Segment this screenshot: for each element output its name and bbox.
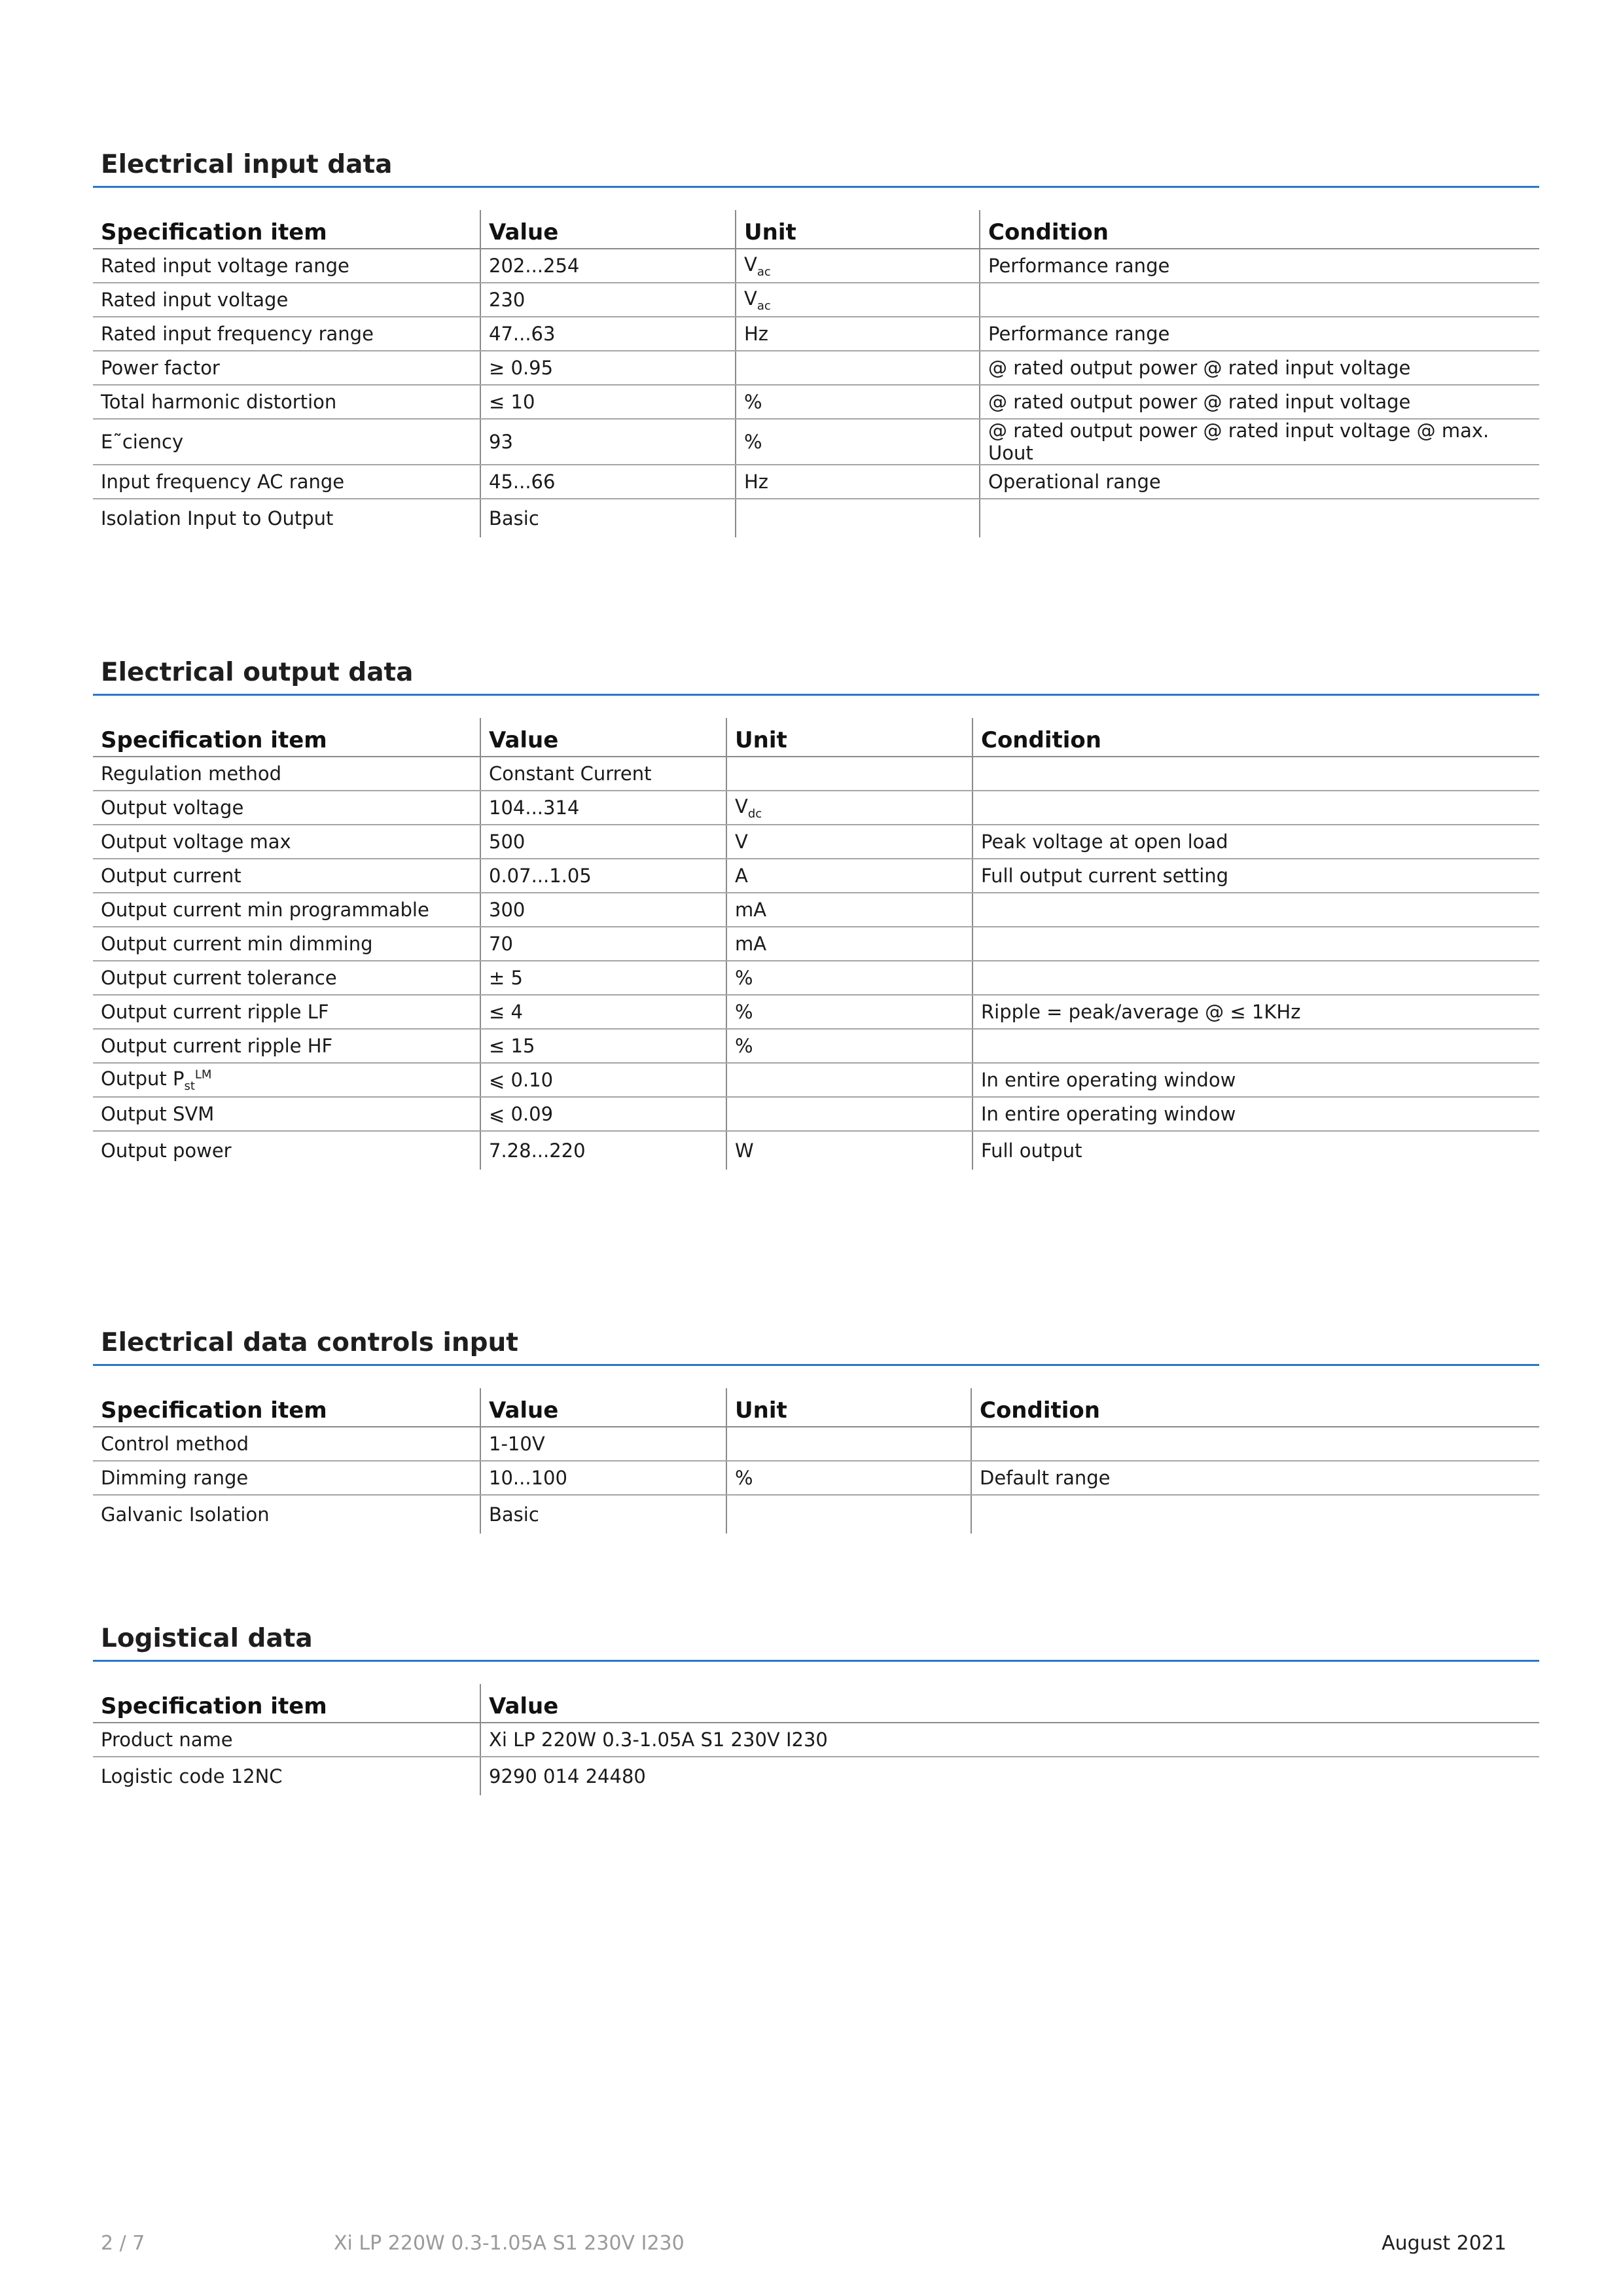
column-header: Condition xyxy=(980,210,1539,249)
cell-condition: @ rated output power @ rated input voltage @ max. Uout xyxy=(980,419,1539,465)
table-row xyxy=(93,927,1539,961)
cell-unit: % xyxy=(726,995,972,1029)
cell-condition: Full output xyxy=(972,1131,1539,1170)
cell-value: 10...100 xyxy=(480,1461,726,1495)
section-electrical-input xyxy=(93,147,1539,537)
cell-item: E˜ciency xyxy=(93,419,480,465)
cell-condition: Full output current setting xyxy=(972,859,1539,893)
cell-item: Input frequency AC range xyxy=(93,465,480,499)
table-row xyxy=(93,995,1539,1029)
cell-unit: A xyxy=(726,859,972,893)
cell-unit: $V_{dc}$ xyxy=(726,791,972,825)
column-header: Value xyxy=(480,210,736,249)
cell-condition xyxy=(971,1427,1539,1461)
cell-value: ± 5 xyxy=(480,961,726,995)
column-header: Unit xyxy=(726,718,972,757)
cell-condition xyxy=(971,1495,1539,1534)
table-row xyxy=(93,1757,1539,1795)
section-title: Logistical data xyxy=(101,1624,313,1653)
cell-condition: Performance range xyxy=(980,317,1539,351)
cell-item: Rated input frequency range xyxy=(93,317,480,351)
cell-unit xyxy=(726,757,972,791)
cell-value: ⩽ 0.09 xyxy=(480,1097,726,1131)
cell-item: Output power xyxy=(101,1139,232,1162)
cell-item: Output current ripple HF xyxy=(93,1029,480,1063)
spec-table-input xyxy=(93,210,1539,537)
table-row xyxy=(93,499,1539,537)
cell-item: Output SVM xyxy=(93,1097,480,1131)
cell-condition xyxy=(972,961,1539,995)
column-header: Unit xyxy=(726,1388,971,1427)
table-row xyxy=(93,249,1539,283)
cell-value: 500 xyxy=(480,825,726,859)
table-row xyxy=(93,385,1539,419)
cell-unit: $V_{ac}$ xyxy=(736,249,980,283)
table-row xyxy=(93,1097,1539,1131)
column-header: Specification item xyxy=(93,718,480,757)
cell-value: 70 xyxy=(480,927,726,961)
cell-condition: In entire operating window xyxy=(972,1063,1539,1097)
cell-item: Output voltage max xyxy=(93,825,480,859)
cell-unit xyxy=(736,351,980,385)
cell-item: Output current ripple LF xyxy=(93,995,480,1029)
cell-item: Galvanic Isolation xyxy=(101,1503,270,1526)
cell-value: 1-10V xyxy=(480,1427,726,1461)
spec-table-output xyxy=(93,718,1539,1170)
cell-value: ≤ 4 xyxy=(480,995,726,1029)
cell-value: 45...66 xyxy=(480,465,736,499)
cell-condition xyxy=(972,927,1539,961)
cell-value: Basic xyxy=(480,499,736,537)
table-row xyxy=(93,1723,1539,1757)
table-row xyxy=(93,961,1539,995)
table-row xyxy=(93,859,1539,893)
cell-value: Constant Current xyxy=(480,757,726,791)
cell-condition xyxy=(972,791,1539,825)
table-row xyxy=(93,465,1539,499)
cell-condition: Ripple = peak/average @ ≤ 1KHz xyxy=(972,995,1539,1029)
cell-value: 9290 014 24480 xyxy=(480,1757,1539,1795)
cell-condition: @ rated output power @ rated input voltage xyxy=(980,351,1539,385)
cell-condition: Default range xyxy=(971,1461,1539,1495)
cell-unit: % xyxy=(736,419,980,465)
cell-item: Output voltage xyxy=(93,791,480,825)
section-divider xyxy=(93,1660,1539,1662)
table-row xyxy=(93,825,1539,859)
cell-value: 93 xyxy=(480,419,736,465)
cell-condition xyxy=(972,893,1539,927)
section-controls-input xyxy=(93,1325,1539,1534)
cell-item: Isolation Input to Output xyxy=(101,507,334,529)
cell-unit: Hz xyxy=(736,465,980,499)
column-header: Condition xyxy=(972,718,1539,757)
cell-unit: Hz xyxy=(736,317,980,351)
cell-item: Output current min programmable xyxy=(93,893,480,927)
section-logistical xyxy=(93,1621,1539,1795)
column-header: Unit xyxy=(736,210,980,249)
cell-unit: % xyxy=(726,1461,971,1495)
cell-value: ≤ 15 xyxy=(480,1029,726,1063)
cell-value: ≥ 0.95 xyxy=(480,351,736,385)
cell-value: 104...314 xyxy=(480,791,726,825)
table-row xyxy=(93,317,1539,351)
page-number: 2 / 7 xyxy=(101,2232,145,2255)
footer-date: August 2021 xyxy=(1382,2232,1507,2255)
cell-unit xyxy=(726,1495,971,1534)
cell-item: Output current min dimming xyxy=(93,927,480,961)
cell-item: Control method xyxy=(93,1427,480,1461)
cell-value: 7.28...220 xyxy=(480,1131,726,1170)
cell-value: ⩽ 0.10 xyxy=(480,1063,726,1097)
section-title: Electrical input data xyxy=(101,150,393,179)
cell-unit: W xyxy=(726,1131,972,1170)
cell-unit: % xyxy=(726,1029,972,1063)
cell-value: Basic xyxy=(480,1495,726,1534)
cell-value: 300 xyxy=(480,893,726,927)
section-divider xyxy=(93,694,1539,696)
table-row xyxy=(93,419,1539,465)
cell-unit xyxy=(726,1063,972,1097)
table-row xyxy=(93,1131,1539,1170)
table-row xyxy=(93,351,1539,385)
table-header-row xyxy=(93,1388,1539,1427)
section-divider xyxy=(93,1364,1539,1366)
table-row xyxy=(93,893,1539,927)
cell-value: 47...63 xyxy=(480,317,736,351)
cell-condition xyxy=(972,757,1539,791)
table-row xyxy=(93,1063,1539,1097)
cell-item: Output current xyxy=(93,859,480,893)
table-row xyxy=(93,1495,1539,1534)
cell-item: Regulation method xyxy=(93,757,480,791)
section-title: Electrical output data xyxy=(101,658,414,687)
section-electrical-output xyxy=(93,655,1539,1170)
cell-unit: $V_{ac}$ xyxy=(736,283,980,317)
cell-value: 230 xyxy=(480,283,736,317)
cell-unit: % xyxy=(726,961,972,995)
cell-condition xyxy=(972,1029,1539,1063)
cell-condition xyxy=(980,499,1539,537)
column-header: Value xyxy=(480,1388,726,1427)
table-row xyxy=(93,791,1539,825)
cell-item: Rated input voltage xyxy=(93,283,480,317)
cell-unit xyxy=(736,499,980,537)
column-header: Specification item xyxy=(93,1684,480,1723)
table-row xyxy=(93,283,1539,317)
table-row xyxy=(93,757,1539,791)
cell-condition: Operational range xyxy=(980,465,1539,499)
cell-unit xyxy=(726,1097,972,1131)
cell-item: Rated input voltage range xyxy=(93,249,480,283)
cell-condition: Performance range xyxy=(980,249,1539,283)
table-row xyxy=(93,1461,1539,1495)
column-header: Specification item xyxy=(93,1388,480,1427)
column-header: Value xyxy=(480,718,726,757)
cell-condition: @ rated output power @ rated input voltage xyxy=(980,385,1539,419)
cell-unit: % xyxy=(736,385,980,419)
cell-unit: mA xyxy=(726,927,972,961)
column-header: Value xyxy=(480,1684,1539,1723)
cell-item: Dimming range xyxy=(93,1461,480,1495)
table-header-row xyxy=(93,718,1539,757)
cell-item: Output current tolerance xyxy=(93,961,480,995)
cell-value: 202...254 xyxy=(480,249,736,283)
cell-unit: mA xyxy=(726,893,972,927)
spec-table-controls xyxy=(93,1388,1539,1534)
table-header-row xyxy=(93,1684,1539,1723)
column-header: Condition xyxy=(971,1388,1539,1427)
section-title: Electrical data controls input xyxy=(101,1328,518,1357)
cell-value: Xi LP 220W 0.3-1.05A S1 230V I230 xyxy=(480,1723,1539,1757)
cell-item: Logistic code 12NC xyxy=(101,1765,283,1787)
cell-unit: V xyxy=(726,825,972,859)
spec-table-logistical xyxy=(93,1684,1539,1795)
cell-item: Total harmonic distortion xyxy=(93,385,480,419)
cell-item: Product name xyxy=(93,1723,480,1757)
cell-condition: Peak voltage at open load xyxy=(972,825,1539,859)
cell-condition xyxy=(980,283,1539,317)
table-header-row xyxy=(93,210,1539,249)
cell-item: Output $P_{st}^{LM}$ xyxy=(93,1063,480,1097)
cell-value: ≤ 10 xyxy=(480,385,736,419)
cell-condition: In entire operating window xyxy=(972,1097,1539,1131)
cell-item: Power factor xyxy=(93,351,480,385)
footer-product-name: Xi LP 220W 0.3-1.05A S1 230V I230 xyxy=(334,2232,685,2255)
table-row xyxy=(93,1427,1539,1461)
cell-unit xyxy=(726,1427,971,1461)
column-header: Specification item xyxy=(93,210,480,249)
section-divider xyxy=(93,186,1539,188)
table-row xyxy=(93,1029,1539,1063)
cell-value: 0.07...1.05 xyxy=(480,859,726,893)
